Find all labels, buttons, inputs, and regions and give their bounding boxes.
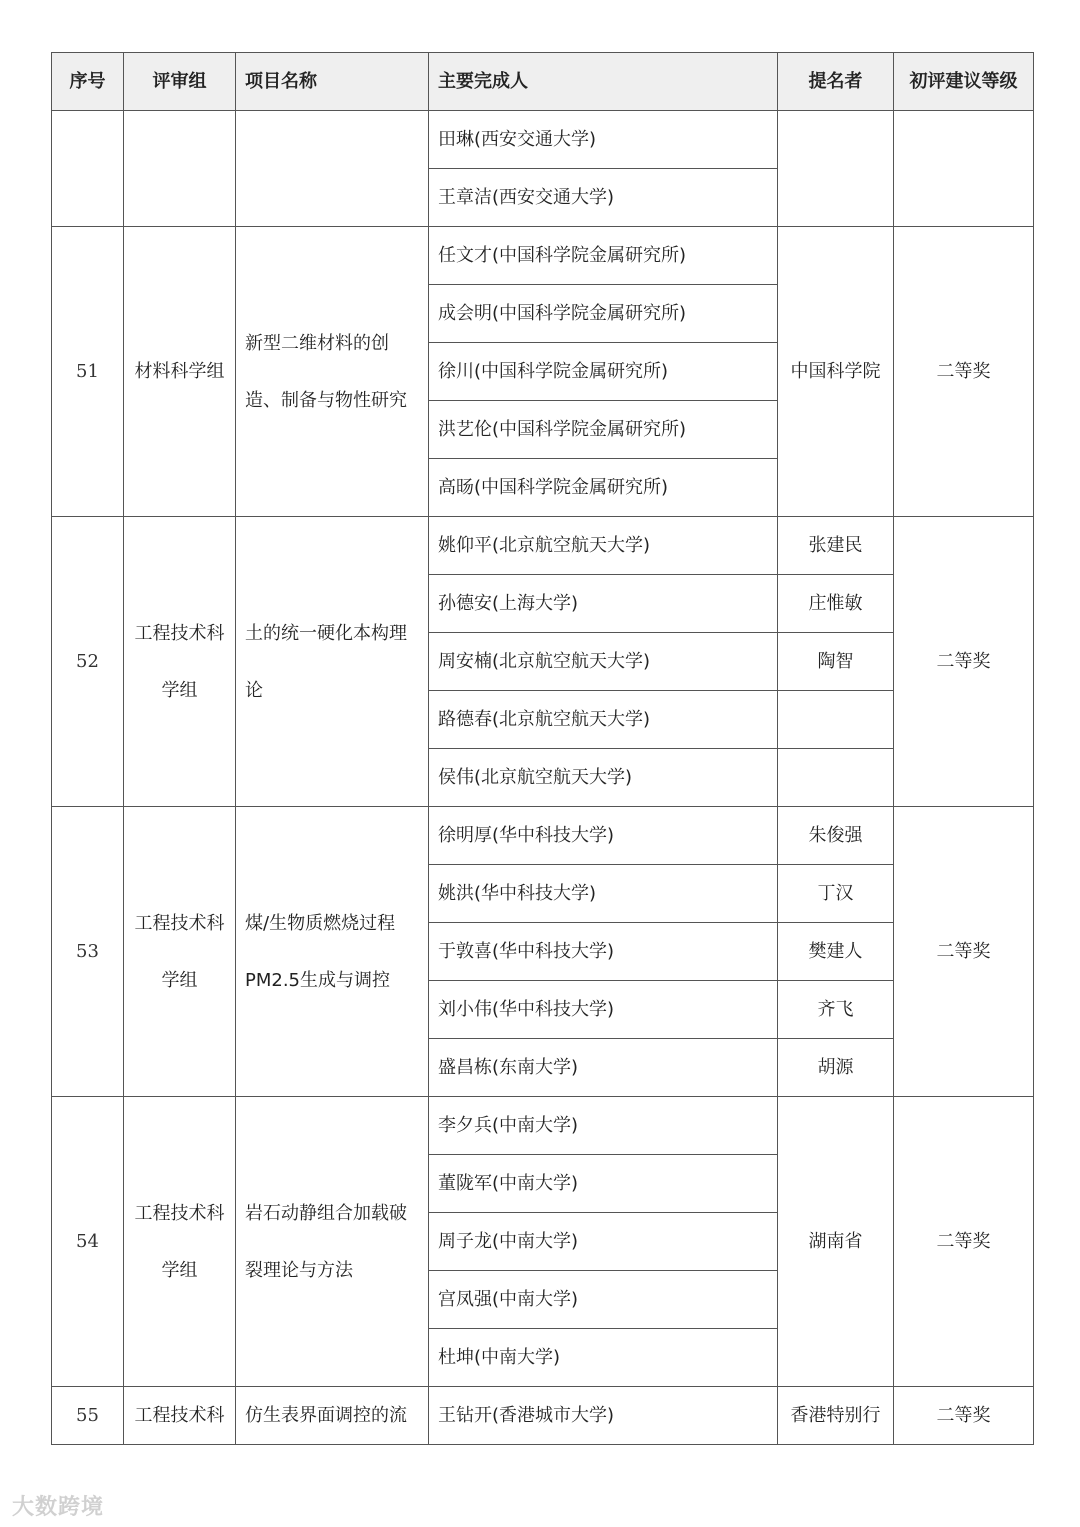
cell-seq: 52 [52, 517, 124, 807]
header-project: 项目名称 [236, 53, 429, 111]
cell-grade: 二等奖 [894, 517, 1034, 807]
header-row [52, 53, 1034, 111]
cell-project [236, 111, 429, 227]
table-row [52, 1387, 1034, 1445]
cell-grade: 二等奖 [894, 1387, 1034, 1445]
cell-person: 姚仰平(北京航空航天大学) [429, 517, 778, 575]
cell-person: 任文才(中国科学院金属研究所) [429, 227, 778, 285]
cell-nominator: 香港特别行 [778, 1387, 894, 1445]
cell-person: 路德春(北京航空航天大学) [429, 691, 778, 749]
cell-person: 于敦喜(华中科技大学) [429, 923, 778, 981]
cell-person: 李夕兵(中南大学) [429, 1097, 778, 1155]
cell-nominator [778, 749, 894, 807]
cell-nominator: 朱俊强 [778, 807, 894, 865]
cell-group: 工程技术科 [124, 1387, 236, 1445]
cell-seq: 53 [52, 807, 124, 1097]
cell-nominator: 陶智 [778, 633, 894, 691]
cell-person: 王章洁(西安交通大学) [429, 169, 778, 227]
cell-grade: 二等奖 [894, 227, 1034, 517]
watermark: 大数跨境 [12, 1495, 105, 1520]
cell-grade: 二等奖 [894, 1097, 1034, 1387]
cell-nominator: 张建民 [778, 517, 894, 575]
table-row [52, 227, 1034, 285]
cell-nominator: 樊建人 [778, 923, 894, 981]
table-row [52, 111, 1034, 169]
cell-person: 王钻开(香港城市大学) [429, 1387, 778, 1445]
cell-seq [52, 111, 124, 227]
table-row [52, 517, 1034, 575]
cell-person: 刘小伟(华中科技大学) [429, 981, 778, 1039]
cell-grade [894, 111, 1034, 227]
cell-nominator: 中国科学院 [778, 227, 894, 517]
cell-person: 徐明厚(华中科技大学) [429, 807, 778, 865]
header-group: 评审组 [124, 53, 236, 111]
cell-nominator: 齐飞 [778, 981, 894, 1039]
cell-person: 田琳(西安交通大学) [429, 111, 778, 169]
cell-person: 董陇军(中南大学) [429, 1155, 778, 1213]
table-row [52, 1097, 1034, 1155]
table-row [52, 807, 1034, 865]
cell-group: 工程技术科学组 [124, 807, 236, 1097]
cell-project: 岩石动静组合加载破裂理论与方法 [236, 1097, 429, 1387]
cell-person: 杜坤(中南大学) [429, 1329, 778, 1387]
cell-nominator [778, 111, 894, 227]
header-persons: 主要完成人 [429, 53, 778, 111]
cell-project: 煤/生物质燃烧过程PM2.5生成与调控 [236, 807, 429, 1097]
cell-person: 盛昌栋(东南大学) [429, 1039, 778, 1097]
header-seq: 序号 [52, 53, 124, 111]
award-table [51, 52, 1034, 1445]
cell-nominator [778, 691, 894, 749]
cell-project: 土的统一硬化本构理论 [236, 517, 429, 807]
cell-person: 孙德安(上海大学) [429, 575, 778, 633]
cell-group: 工程技术科学组 [124, 517, 236, 807]
cell-project: 新型二维材料的创造、制备与物性研究 [236, 227, 429, 517]
cell-group: 工程技术科学组 [124, 1097, 236, 1387]
cell-person: 姚洪(华中科技大学) [429, 865, 778, 923]
cell-seq: 51 [52, 227, 124, 517]
cell-seq: 54 [52, 1097, 124, 1387]
cell-project: 仿生表界面调控的流 [236, 1387, 429, 1445]
cell-nominator: 胡源 [778, 1039, 894, 1097]
cell-person: 周安楠(北京航空航天大学) [429, 633, 778, 691]
cell-nominator: 湖南省 [778, 1097, 894, 1387]
cell-person: 宫凤强(中南大学) [429, 1271, 778, 1329]
header-grade: 初评建议等级 [894, 53, 1034, 111]
cell-nominator: 庄惟敏 [778, 575, 894, 633]
cell-person: 高旸(中国科学院金属研究所) [429, 459, 778, 517]
cell-person: 徐川(中国科学院金属研究所) [429, 343, 778, 401]
cell-group: 材料科学组 [124, 227, 236, 517]
cell-nominator: 丁汉 [778, 865, 894, 923]
cell-person: 成会明(中国科学院金属研究所) [429, 285, 778, 343]
cell-grade: 二等奖 [894, 807, 1034, 1097]
header-nominator: 提名者 [778, 53, 894, 111]
cell-person: 周子龙(中南大学) [429, 1213, 778, 1271]
cell-person: 侯伟(北京航空航天大学) [429, 749, 778, 807]
cell-seq: 55 [52, 1387, 124, 1445]
cell-person: 洪艺伦(中国科学院金属研究所) [429, 401, 778, 459]
cell-group [124, 111, 236, 227]
